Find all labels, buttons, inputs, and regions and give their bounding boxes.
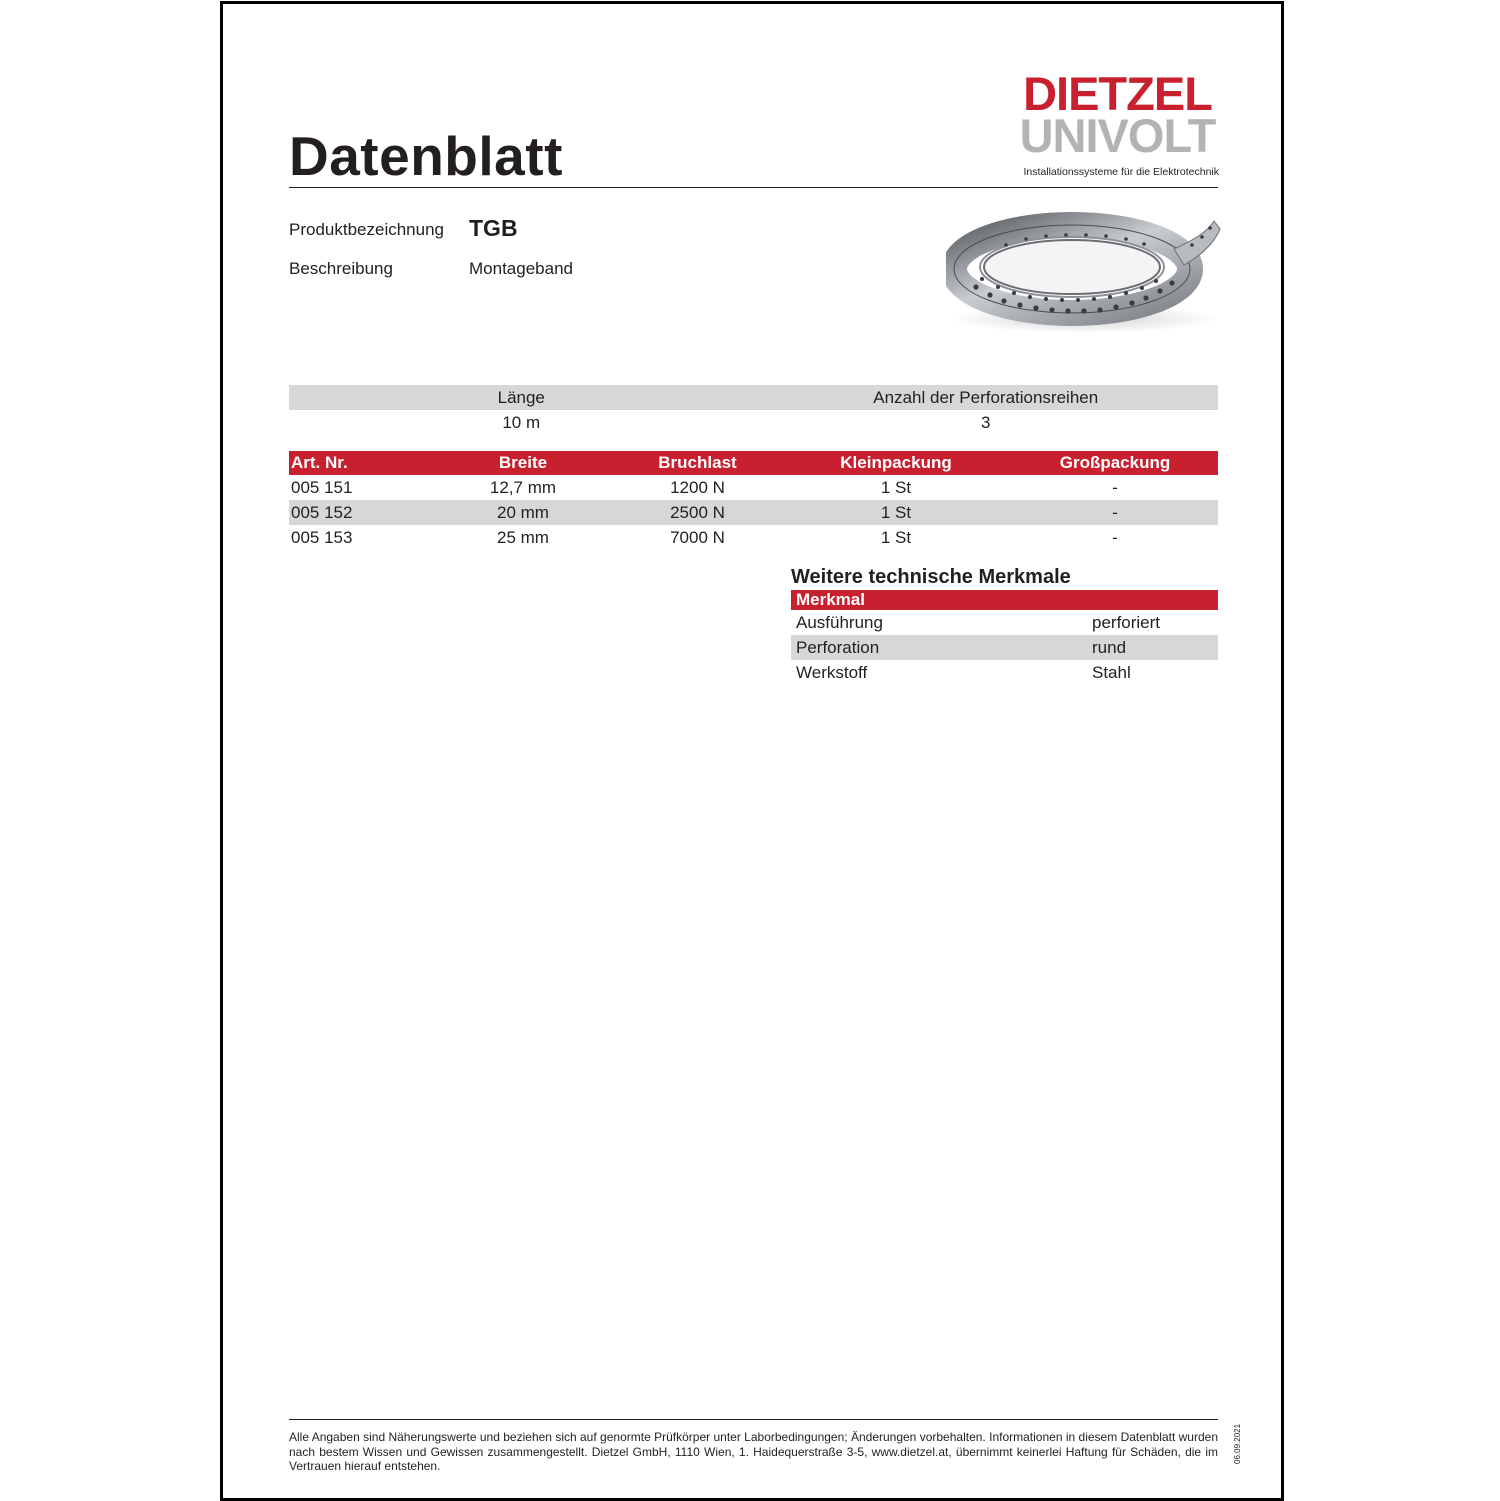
specs-header-row: [289, 385, 1218, 410]
table-row: [289, 475, 1218, 500]
specs-value-perforation-rows: 3: [981, 412, 991, 432]
cell-grosspackung: -: [1112, 477, 1118, 497]
table-row: [791, 635, 1218, 660]
product-name-label: Produktbezeichnung: [289, 220, 445, 239]
feature-name: Perforation: [791, 635, 1087, 660]
col-header-art-nr: Art. Nr.: [289, 451, 431, 475]
footer-disclaimer: Alle Angaben sind Näherungswerte und beziehen sich auf genormte Prüfkörper unter Laborbedingungen; Änderungen vorbehalten. Informationen in diesem Datenblatt wurden nach bestem Wissen und Gewissen zusammengestellt. Dietzel GmbH, 1110 Wien, 1. Haidequerstraße 3-5, www.dietzel.at, übernimmt keinerlei Haftung für Schäden, die im Vertrauen hierauf entstehen.: [289, 1430, 1218, 1473]
table-row: [791, 660, 1218, 685]
datasheet-page: [220, 1, 1284, 1501]
specs-value-length: 10 m: [502, 412, 541, 432]
table-row: [791, 610, 1218, 635]
specs-header-length: Länge: [289, 385, 754, 410]
logo-univolt: UNIVOLT: [1019, 109, 1216, 162]
table-row: [289, 500, 1218, 525]
specs-header-perforation-rows: Anzahl der Perforationsreihen: [754, 385, 1219, 410]
cell-grosspackung: -: [1012, 500, 1218, 525]
cell-art-nr: 005 151: [291, 477, 353, 497]
articles-header-row: [289, 451, 1218, 475]
col-header-kleinpackung: Kleinpackung: [780, 451, 1012, 475]
company-logo: [1016, 67, 1219, 180]
cell-kleinpackung: 1 St: [880, 477, 912, 497]
feature-name: Werkstoff: [796, 662, 868, 682]
cell-art-nr: 005 152: [289, 500, 431, 525]
features-title: Weitere technische Merkmale: [791, 566, 1071, 588]
product-name-value: TGB: [469, 215, 518, 241]
cell-bruchlast: 7000 N: [670, 527, 725, 547]
features-table: [791, 590, 1218, 685]
cell-kleinpackung: 1 St: [780, 500, 1012, 525]
cell-bruchlast: 1200 N: [670, 477, 725, 497]
logo-tagline: Installationssysteme für die Elektrotechnik: [1023, 166, 1219, 178]
feature-value: Stahl: [1092, 662, 1131, 682]
col-header-bruchlast: Bruchlast: [615, 451, 780, 475]
logo-dietzel: DIETZEL: [1023, 67, 1212, 120]
cell-bruchlast: 2500 N: [615, 500, 780, 525]
product-description-label: Beschreibung: [289, 259, 393, 278]
cell-breite: 12,7 mm: [489, 477, 557, 497]
specs-value-row: [289, 410, 1218, 435]
cell-breite: 25 mm: [497, 527, 549, 547]
cell-grosspackung: -: [1112, 527, 1118, 547]
specs-table: [289, 385, 1218, 435]
page-title: Datenblatt: [289, 125, 563, 187]
feature-value: rund: [1087, 635, 1218, 660]
articles-table: [289, 451, 1218, 550]
header-divider: [289, 187, 1218, 188]
cell-art-nr: 005 153: [291, 527, 353, 547]
cell-breite: 20 mm: [431, 500, 615, 525]
features-header-row: [791, 590, 1218, 610]
col-header-breite: Breite: [431, 451, 615, 475]
perforated-band-coil-icon: [946, 209, 1222, 334]
document-date: 06.09.2021: [1233, 1423, 1242, 1464]
feature-name: Ausführung: [796, 612, 883, 632]
feature-value: perforiert: [1092, 612, 1161, 632]
col-header-merkmal: Merkmal: [791, 590, 1218, 610]
col-header-grosspackung: Großpackung: [1012, 451, 1218, 475]
footer-divider: [289, 1419, 1218, 1420]
cell-kleinpackung: 1 St: [880, 527, 912, 547]
table-row: [289, 525, 1218, 550]
product-description-value: Montageband: [469, 259, 573, 278]
